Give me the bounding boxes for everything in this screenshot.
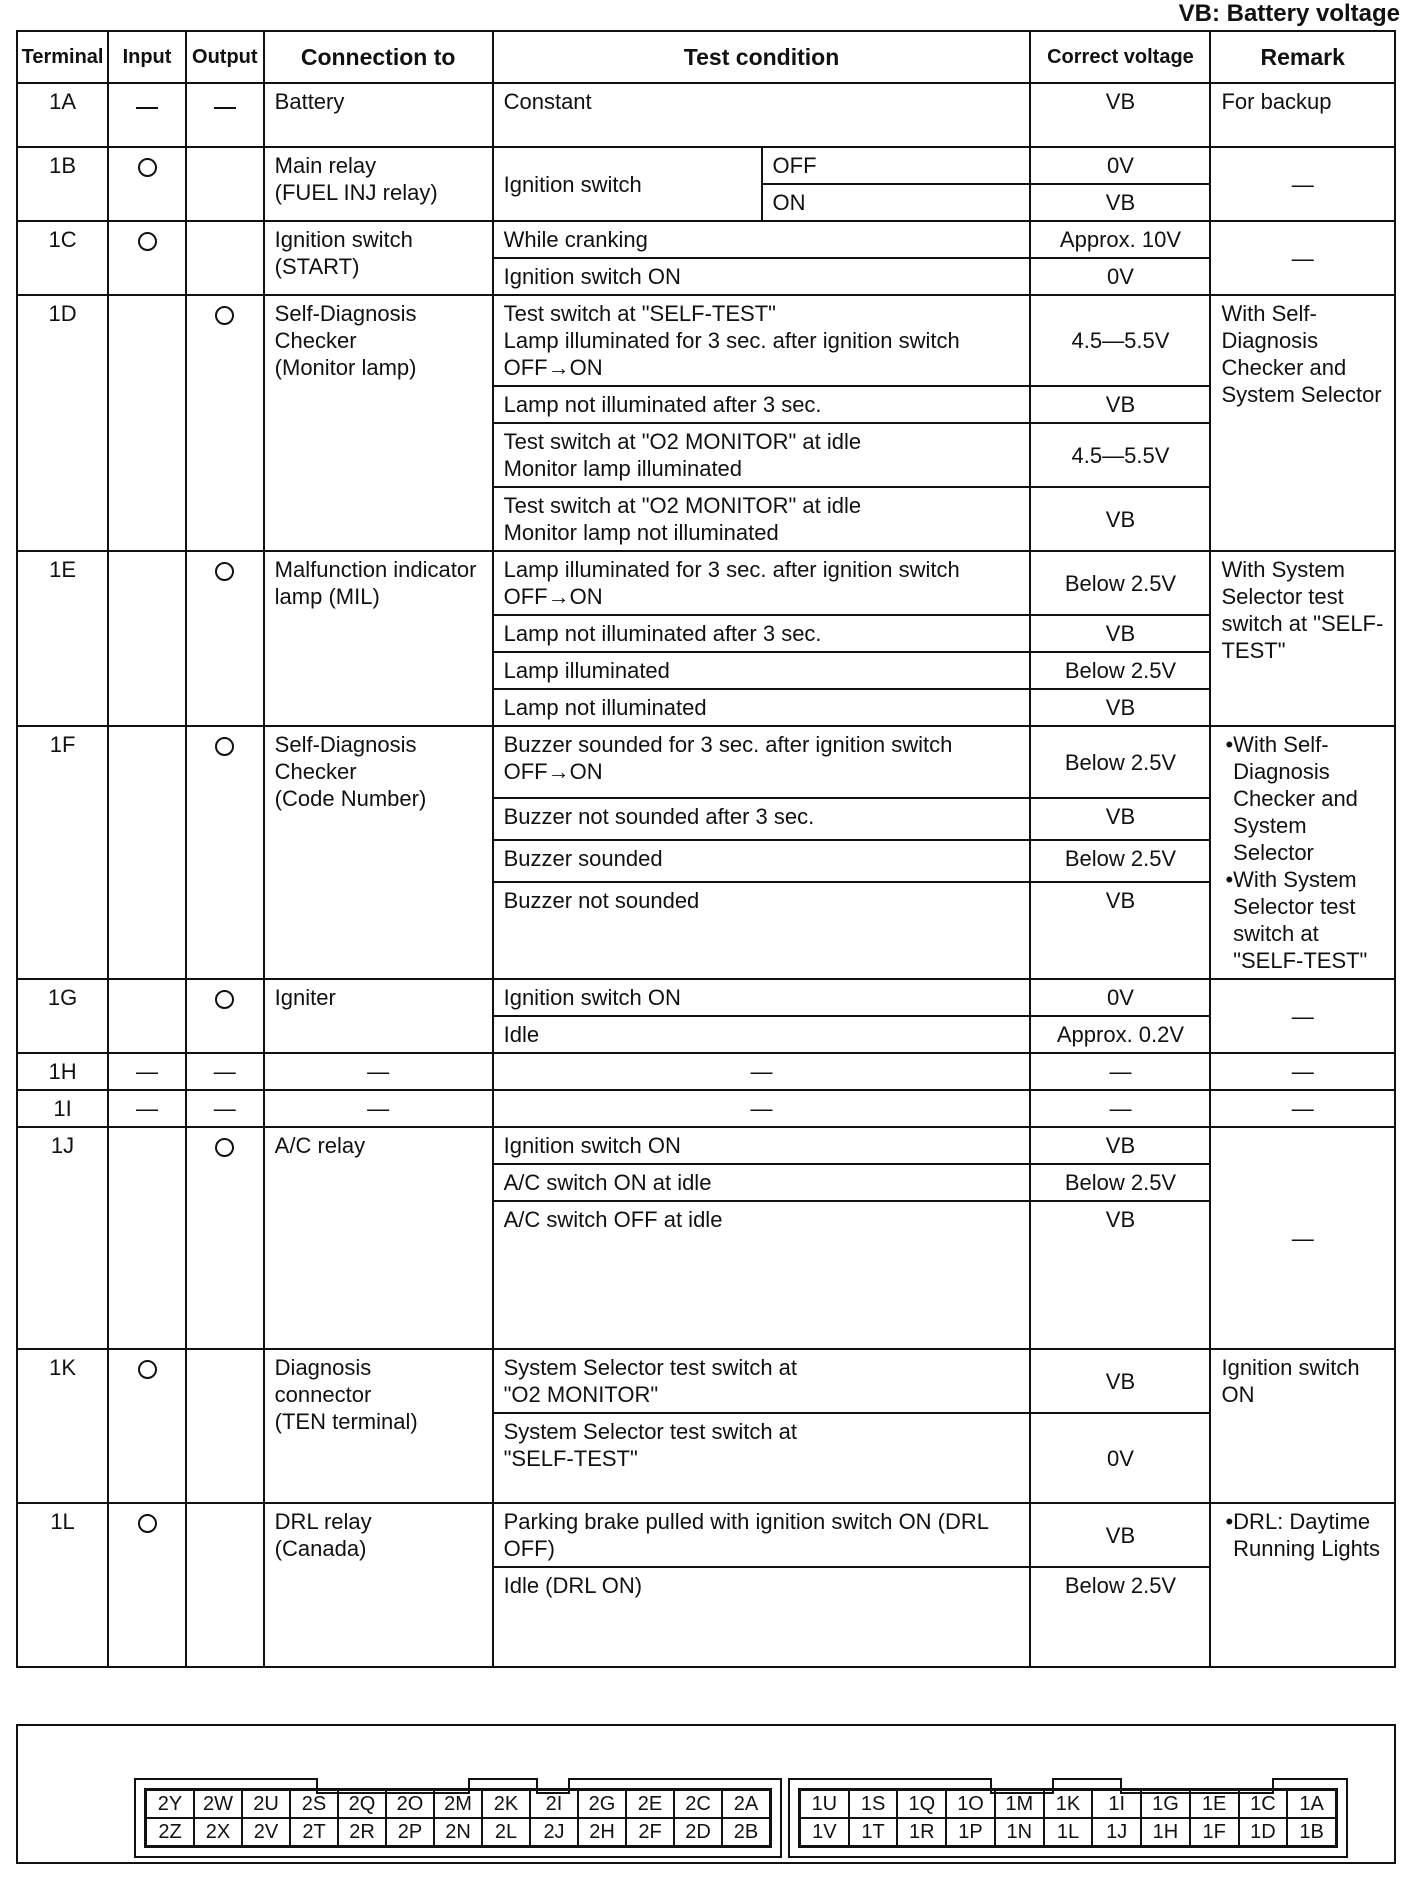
terminal-cell: 1E xyxy=(17,551,108,726)
connector-pin: 1D xyxy=(1239,1818,1288,1846)
condition-cell: Buzzer sounded for 3 sec. after ignition switch OFF→ON xyxy=(493,726,1031,798)
condition-cell: Lamp illuminated for 3 sec. after ignition switch OFF→ON xyxy=(493,551,1031,615)
condition-cell: Lamp not illuminated after 3 sec. xyxy=(493,386,1031,423)
voltage-cell: Below 2.5V xyxy=(1030,1567,1210,1667)
connection-cell: DRL relay (Canada) xyxy=(264,1503,493,1667)
connector-right-pins xyxy=(798,1788,1338,1848)
connector-pin: 2A xyxy=(722,1790,770,1818)
voltage-cell: Below 2.5V xyxy=(1030,652,1210,689)
terminal-cell: 1K xyxy=(17,1349,108,1503)
connection-cell: Battery xyxy=(264,83,493,147)
connector-pin: 1B xyxy=(1287,1818,1336,1846)
connector-pin: 1F xyxy=(1190,1818,1239,1846)
terminal-cell: 1I xyxy=(17,1090,108,1127)
remark-bullet: • With Self-Diagnosis Checker and System Selector xyxy=(1225,732,1358,865)
connector-pin: 2E xyxy=(626,1790,674,1818)
header-output: Output xyxy=(186,31,264,83)
connector-pin: 1C xyxy=(1239,1790,1288,1818)
condition-cell: Ignition switch ON xyxy=(493,1127,1031,1164)
connector-pin: 2F xyxy=(626,1818,674,1846)
table-row xyxy=(17,551,1395,615)
connector-left-pins xyxy=(144,1788,772,1848)
voltage-cell: 0V xyxy=(1030,1413,1210,1503)
input-mark xyxy=(138,1360,157,1379)
connector-pin: 1P xyxy=(946,1818,995,1846)
remark-cell: With Self-Diagnosis Checker and System Selector xyxy=(1210,295,1395,551)
table-row xyxy=(17,1053,1395,1090)
battery-voltage-note: VB: Battery voltage xyxy=(1178,0,1400,27)
connector-pin: 2C xyxy=(674,1790,722,1818)
condition-cell: Buzzer not sounded after 3 sec. xyxy=(493,798,1031,840)
connector-pin: 1U xyxy=(800,1790,849,1818)
condition-cell: Test switch at "SELF-TEST" Lamp illuminated for 3 sec. after ignition switch OFF→ON xyxy=(493,295,1031,386)
dash-cell: — xyxy=(493,1090,1031,1127)
table-row xyxy=(17,726,1395,798)
connector-pin: 2M xyxy=(434,1790,482,1818)
connector-pin: 2L xyxy=(482,1818,530,1846)
connector-pin: 2J xyxy=(530,1818,578,1846)
voltage-cell: Below 2.5V xyxy=(1030,840,1210,882)
connector-pin: 1R xyxy=(897,1818,946,1846)
table-row xyxy=(17,221,1395,258)
dash-cell: — xyxy=(264,1053,493,1090)
output-mark xyxy=(215,306,234,325)
connector-pin: 2W xyxy=(194,1790,242,1818)
table-row xyxy=(17,295,1395,386)
remark-bullet: • DRL: Daytime Running Lights xyxy=(1225,1509,1380,1561)
condition-sub-cell: ON xyxy=(762,184,1031,221)
terminal-cell: 1L xyxy=(17,1503,108,1667)
connection-cell: Self-Diagnosis Checker (Monitor lamp) xyxy=(264,295,493,551)
table-row xyxy=(17,1349,1395,1413)
terminal-cell: 1B xyxy=(17,147,108,221)
connector-pin: 1I xyxy=(1092,1790,1141,1818)
dash-cell: — xyxy=(186,1090,264,1127)
dash-cell: — xyxy=(108,1090,186,1127)
voltage-cell: VB xyxy=(1030,83,1210,147)
input-mark xyxy=(138,232,157,251)
connector-pin: 2U xyxy=(242,1790,290,1818)
input-mark xyxy=(138,158,157,177)
voltage-cell: Below 2.5V xyxy=(1030,726,1210,798)
remark-cell: — xyxy=(1210,1127,1395,1349)
connector-pin: 2T xyxy=(290,1818,338,1846)
voltage-cell: VB xyxy=(1030,1503,1210,1567)
remark-cell: For backup xyxy=(1210,83,1395,147)
connector-pin: 1L xyxy=(1044,1818,1093,1846)
dash-cell: — xyxy=(1210,1053,1395,1090)
connector-left-half xyxy=(134,1778,782,1858)
connection-cell: Igniter xyxy=(264,979,493,1053)
connector-pin: 2Y xyxy=(146,1790,194,1818)
condition-cell: System Selector test switch at "O2 MONITOR" xyxy=(493,1349,1031,1413)
connector-pin: 2H xyxy=(578,1818,626,1846)
connector-pin: 1M xyxy=(995,1790,1044,1818)
connector-pin: 1S xyxy=(849,1790,898,1818)
table-row xyxy=(17,147,1395,184)
voltage-cell: 4.5—5.5V xyxy=(1030,423,1210,487)
voltage-cell: 4.5—5.5V xyxy=(1030,295,1210,386)
condition-cell: Constant xyxy=(493,83,1031,147)
terminal-cell: 1G xyxy=(17,979,108,1053)
output-mark xyxy=(215,990,234,1009)
voltage-cell: 0V xyxy=(1030,979,1210,1016)
voltage-cell: Approx. 10V xyxy=(1030,221,1210,258)
connector-pin: 2Z xyxy=(146,1818,194,1846)
condition-cell: Buzzer not sounded xyxy=(493,882,1031,979)
voltage-cell: VB xyxy=(1030,798,1210,840)
condition-cell: While cranking xyxy=(493,221,1031,258)
dash-mark xyxy=(214,107,236,109)
condition-cell: Test switch at "O2 MONITOR" at idle Monitor lamp not illuminated xyxy=(493,487,1031,551)
voltage-cell: Below 2.5V xyxy=(1030,1164,1210,1201)
output-mark xyxy=(215,562,234,581)
dash-cell: — xyxy=(493,1053,1031,1090)
voltage-cell: Below 2.5V xyxy=(1030,551,1210,615)
table-row xyxy=(17,1127,1395,1164)
remark-cell: — xyxy=(1210,979,1395,1053)
connection-cell: A/C relay xyxy=(264,1127,493,1349)
voltage-cell: VB xyxy=(1030,1349,1210,1413)
connector-pin: 2G xyxy=(578,1790,626,1818)
input-mark xyxy=(138,1514,157,1533)
remark-bullet: • With System Selector test switch at "SELF-TEST" xyxy=(1225,867,1368,973)
remark-cell: With System Selector test switch at "SELF-TEST" xyxy=(1210,551,1395,726)
header-test-condition: Test condition xyxy=(493,31,1031,83)
connector-pin: 1V xyxy=(800,1818,849,1846)
dash-cell: — xyxy=(1030,1090,1210,1127)
voltage-cell: VB xyxy=(1030,882,1210,979)
connector-right-half xyxy=(788,1778,1348,1858)
connector-pin: 2I xyxy=(530,1790,578,1818)
remark-cell xyxy=(1210,726,1395,979)
table-row xyxy=(17,979,1395,1016)
connector-pin: 1N xyxy=(995,1818,1044,1846)
connector-pin: 2Q xyxy=(338,1790,386,1818)
dash-cell: — xyxy=(1210,1090,1395,1127)
connector-pin: 1Q xyxy=(897,1790,946,1818)
condition-cell: Lamp not illuminated after 3 sec. xyxy=(493,615,1031,652)
voltage-cell: VB xyxy=(1030,184,1210,221)
header-input: Input xyxy=(108,31,186,83)
dash-mark xyxy=(136,107,158,109)
voltage-cell: VB xyxy=(1030,1127,1210,1164)
connection-cell: Main relay (FUEL INJ relay) xyxy=(264,147,493,221)
condition-cell: System Selector test switch at "SELF-TEST" xyxy=(493,1413,1031,1503)
table-row xyxy=(17,83,1395,147)
connector-pin: 1T xyxy=(849,1818,898,1846)
condition-cell: Ignition switch xyxy=(493,147,762,221)
dash-cell: — xyxy=(1030,1053,1210,1090)
condition-cell: Test switch at "O2 MONITOR" at idle Monitor lamp illuminated xyxy=(493,423,1031,487)
connector-pin: 2B xyxy=(722,1818,770,1846)
voltage-cell: VB xyxy=(1030,487,1210,551)
voltage-cell: Approx. 0.2V xyxy=(1030,1016,1210,1053)
connector-pin: 1O xyxy=(946,1790,995,1818)
voltage-cell: VB xyxy=(1030,1201,1210,1349)
connector-pin: 2R xyxy=(338,1818,386,1846)
remark-cell: — xyxy=(1210,221,1395,295)
connection-cell: Malfunction indicator lamp (MIL) xyxy=(264,551,493,726)
terminal-cell: 1F xyxy=(17,726,108,979)
output-mark xyxy=(215,1138,234,1157)
terminal-cell: 1H xyxy=(17,1053,108,1090)
voltage-cell: VB xyxy=(1030,689,1210,726)
condition-sub-cell: OFF xyxy=(762,147,1031,184)
connection-cell: Self-Diagnosis Checker (Code Number) xyxy=(264,726,493,979)
dash-cell: — xyxy=(108,1053,186,1090)
voltage-cell: VB xyxy=(1030,615,1210,652)
terminal-cell: 1A xyxy=(17,83,108,147)
condition-cell: Idle (DRL ON) xyxy=(493,1567,1031,1667)
connector-pin: 2V xyxy=(242,1818,290,1846)
dash-cell: — xyxy=(264,1090,493,1127)
connector-pin: 2S xyxy=(290,1790,338,1818)
voltage-cell: 0V xyxy=(1030,147,1210,184)
connector-pin: 2P xyxy=(386,1818,434,1846)
table-row xyxy=(17,1503,1395,1567)
terminal-voltage-table xyxy=(16,30,1396,1668)
voltage-cell: VB xyxy=(1030,386,1210,423)
voltage-cell: 0V xyxy=(1030,258,1210,295)
connector-pin: 2O xyxy=(386,1790,434,1818)
terminal-cell: 1C xyxy=(17,221,108,295)
connector-pin: 1E xyxy=(1190,1790,1239,1818)
condition-cell: Lamp not illuminated xyxy=(493,689,1031,726)
connector-pin: 2D xyxy=(674,1818,722,1846)
connector-pin: 1A xyxy=(1287,1790,1336,1818)
ecu-connector-diagram xyxy=(16,1724,1396,1864)
connector-pin: 1J xyxy=(1092,1818,1141,1846)
header-remark: Remark xyxy=(1210,31,1395,83)
remark-cell: Ignition switch ON xyxy=(1210,1349,1395,1503)
connector-pin: 2N xyxy=(434,1818,482,1846)
connector-pin: 2K xyxy=(482,1790,530,1818)
remark-cell: — xyxy=(1210,147,1395,221)
connector-pin: 2X xyxy=(194,1818,242,1846)
connector-pin: 1K xyxy=(1044,1790,1093,1818)
dash-cell: — xyxy=(186,1053,264,1090)
condition-cell: Lamp illuminated xyxy=(493,652,1031,689)
header-voltage: Correct voltage xyxy=(1030,31,1210,83)
header-connection: Connection to xyxy=(264,31,493,83)
connection-cell: Diagnosis connector (TEN terminal) xyxy=(264,1349,493,1503)
connector-pin: 1H xyxy=(1141,1818,1190,1846)
terminal-cell: 1J xyxy=(17,1127,108,1349)
condition-cell: Ignition switch ON xyxy=(493,979,1031,1016)
remark-cell xyxy=(1210,1503,1395,1667)
condition-cell: A/C switch ON at idle xyxy=(493,1164,1031,1201)
connector-pin: 1G xyxy=(1141,1790,1190,1818)
condition-cell: Idle xyxy=(493,1016,1031,1053)
connection-cell: Ignition switch (START) xyxy=(264,221,493,295)
condition-cell: Parking brake pulled with ignition switch ON (DRL OFF) xyxy=(493,1503,1031,1567)
condition-cell: Ignition switch ON xyxy=(493,258,1031,295)
condition-cell: Buzzer sounded xyxy=(493,840,1031,882)
output-mark xyxy=(215,737,234,756)
table-row xyxy=(17,1090,1395,1127)
header-row xyxy=(17,31,1395,83)
terminal-cell: 1D xyxy=(17,295,108,551)
header-terminal: Terminal xyxy=(17,31,108,83)
condition-cell: A/C switch OFF at idle xyxy=(493,1201,1031,1349)
